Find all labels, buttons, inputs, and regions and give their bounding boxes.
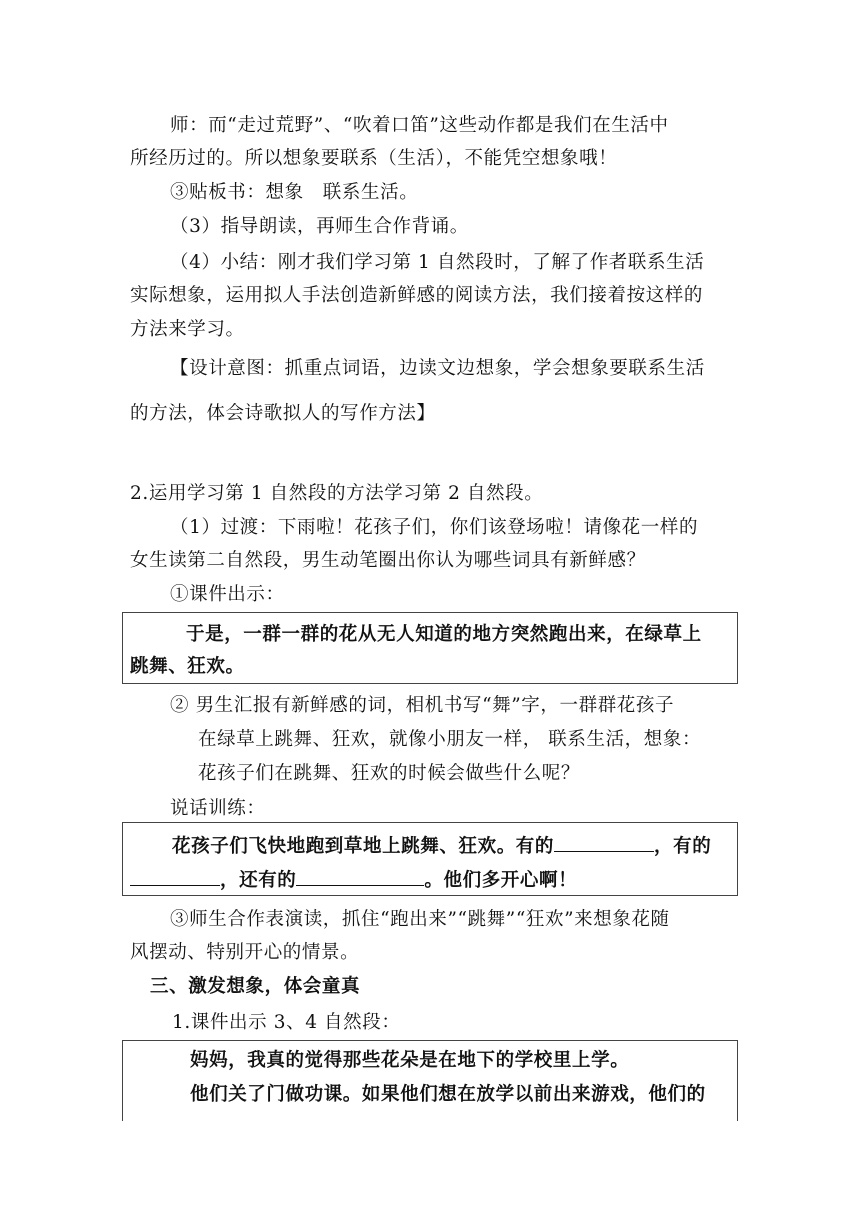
paragraph-line: （1）过渡：下雨啦！花孩子们，你们该登场啦！请像花一样的 [170, 517, 699, 538]
paragraph-line: ② 男生汇报有新鲜感的词，相机书写“舞”字，一群群花孩子 [170, 695, 675, 716]
fill-blank [130, 867, 220, 886]
paragraph-line: 女生读第二自然段，男生动笔圈出你认为哪些词具有新鲜感？ [130, 550, 646, 571]
paragraph-line: （3）指导朗读，再师生合作背诵。 [170, 216, 469, 237]
box-text-line [172, 833, 711, 860]
paragraph-line: ③贴板书：想象 联系生活。 [170, 182, 419, 203]
paragraph-line: （4）小结：刚才我们学习第 1 自然段时，了解了作者联系生活 [170, 252, 705, 273]
box-text-segment: 花孩子们飞快地跑到草地上跳舞、狂欢。有的 [172, 836, 555, 857]
paragraph-line: 说话训练： [170, 798, 266, 819]
section-heading: 三、激发想象，体会童真 [150, 976, 361, 997]
fill-blank [296, 867, 424, 886]
paragraph-line: 所经历过的。所以想象要联系（生活），不能凭空想象哦！ [130, 148, 618, 169]
paragraph-line: 方法来学习。 [130, 319, 245, 340]
paragraph-line: 在绿草上跳舞、狂欢，就像小朋友一样， 联系生活，想象： [198, 729, 702, 750]
paragraph-line: 师：而“走过荒野”、“吹着口笛”这些动作都是我们在生活中 [170, 115, 669, 136]
design-intent-line: 【设计意图：抓重点词语，边读文边想象，学会想象要联系生活 [170, 358, 705, 379]
paragraph-line: 实际想象，运用拟人手法创造新鲜感的阅读方法，我们接着按这样的 [130, 285, 704, 306]
box-text-line: 于是，一群一群的花从无人知道的地方突然跑出来，在绿草上 [186, 624, 702, 645]
box-text-segment: ，还有的 [220, 870, 297, 891]
box-text-line: 妈妈，我真的觉得那些花朵是在地下的学校里上学。 [190, 1050, 630, 1071]
box-text-segment: ，有的 [654, 836, 712, 857]
box-text-line [130, 867, 577, 894]
box-text-line: 跳舞、狂欢。 [130, 656, 245, 677]
paragraph-line: ①课件出示： [170, 584, 285, 605]
section-heading: 2.运用学习第 1 自然段的方法学习第 2 自然段。 [130, 483, 544, 504]
box-text-segment: 。他们多开心啊！ [424, 870, 578, 891]
paragraph-line: 1.课件出示 3、4 自然段： [172, 1012, 401, 1033]
paragraph-line: 花孩子们在跳舞、狂欢的时候会做些什么呢？ [198, 763, 581, 784]
box-text-line: 他们关了门做功课。如果他们想在放学以前出来游戏，他们的 [190, 1084, 706, 1105]
design-intent-line: 的方法，体会诗歌拟人的写作方法】 [130, 403, 436, 424]
paragraph-line: 风摆动、特别开心的情景。 [130, 942, 360, 963]
paragraph-line: ③师生合作表演读，抓住“跑出来”“跳舞”“狂欢”来想象花随 [170, 909, 670, 930]
fill-blank [554, 833, 654, 852]
